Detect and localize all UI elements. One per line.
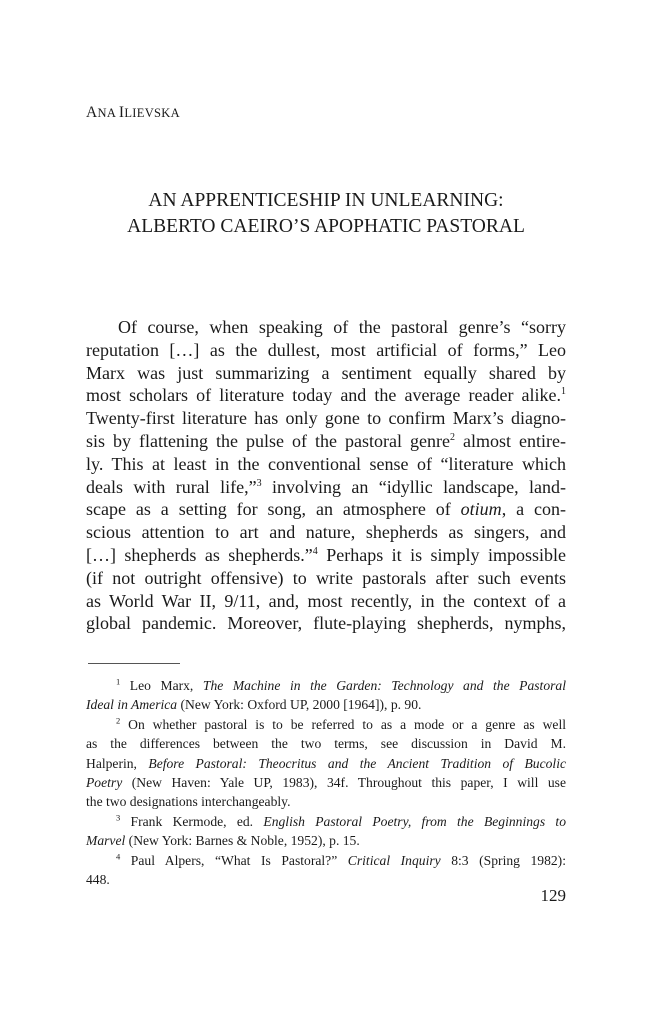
footnote-text: (New York: Barnes & Noble, 1952), p. 15. bbox=[125, 833, 360, 849]
body-text: […] shepherds as shepherds.” bbox=[86, 544, 313, 565]
footnote-text: (New York: Oxford UP, 2000 [1964]), p. 90. bbox=[177, 697, 422, 713]
body-text: involving an “idyllic landscape, land- bbox=[261, 476, 566, 497]
body-text: almost entire- bbox=[455, 430, 566, 451]
footnote-2-cont bbox=[86, 754, 566, 773]
body-line bbox=[86, 430, 566, 453]
body-text: deals with rural life,” bbox=[86, 476, 257, 497]
footnote-4 bbox=[86, 851, 566, 870]
footnote-title: The Machine in the Garden: Technology and the Pastoral bbox=[202, 678, 566, 693]
footnote-mark: 4 bbox=[116, 851, 121, 862]
footnote-separator bbox=[88, 663, 180, 664]
footnote-mark: 1 bbox=[116, 676, 121, 687]
author-initial: A bbox=[86, 104, 98, 121]
body-text: most scholars of literature today and the average reader alike. bbox=[86, 385, 561, 406]
footnote-title: Ideal in America bbox=[86, 697, 178, 713]
footnote-1-cont bbox=[86, 695, 566, 714]
footnote-title: Poetry bbox=[86, 775, 123, 791]
footnote-text: Halperin, bbox=[86, 755, 149, 771]
footnote-ref-2[interactable]: 2 bbox=[450, 431, 455, 443]
footnote-title: English Pastoral Poetry, from the Beginnings to bbox=[263, 813, 566, 829]
footnotes bbox=[86, 676, 566, 889]
running-header-author bbox=[86, 104, 180, 122]
page-number: 129 bbox=[540, 886, 566, 905]
title-line-2: ALBERTO CAEIRO’S APOPHATIC PASTORAL bbox=[127, 216, 525, 237]
footnote-3-cont bbox=[86, 831, 566, 850]
footnote-ref-1[interactable]: 1 bbox=[561, 386, 566, 398]
footnote-ref-4[interactable]: 4 bbox=[312, 545, 318, 557]
title-line-1: AN APPRENTICESHIP IN UNLEARNING: bbox=[148, 190, 504, 211]
footnote-mark: 2 bbox=[116, 715, 121, 726]
footnote-text: (New Haven: Yale UP, 1983), 34f. Throughout this paper, I will use bbox=[122, 775, 566, 791]
footnote-title: Critical Inquiry bbox=[347, 852, 441, 868]
footnote-text: Leo Marx, bbox=[120, 678, 203, 693]
footnote-text: Frank Kermode, ed. bbox=[120, 813, 264, 829]
body-line: scious attention to art and nature, shepherds as singers, and bbox=[86, 522, 566, 543]
body-line: ly. This at least in the conventional sense of “literature which bbox=[86, 453, 566, 474]
footnote-2-cont: the two designations interchangeably. bbox=[86, 794, 291, 810]
author-initial: I bbox=[118, 104, 125, 121]
footnote-text: 8:3 (Spring 1982): bbox=[440, 852, 566, 868]
body-line bbox=[86, 498, 566, 521]
body-line: as World War II, 9/11, and, most recently, in the context of a bbox=[86, 590, 566, 611]
article-title bbox=[86, 188, 566, 240]
author-name-part: NA bbox=[97, 106, 119, 120]
footnote-2-cont bbox=[86, 773, 566, 792]
footnote-2 bbox=[86, 715, 566, 734]
body-line bbox=[86, 544, 566, 567]
footnote-1 bbox=[86, 676, 566, 695]
footnote-mark: 3 bbox=[116, 812, 121, 823]
body-line: global pandemic. Moreover, flute-playing shepherds, nymphs, bbox=[86, 613, 566, 634]
body-text: sis by flattening the pulse of the pastoral genre bbox=[86, 430, 450, 451]
footnote-title: Before Pastoral: Theocritus and the Ancient Tradition of Bucolic bbox=[148, 755, 567, 771]
body-line: reputation […] as the dullest, most artificial of forms,” Leo bbox=[86, 339, 566, 360]
body-line: (if not outright offensive) to write pastorals after such events bbox=[86, 567, 566, 588]
body-line: Marx was just summarizing a sentiment equally shared by bbox=[86, 362, 566, 383]
author-name-part: LIEVSKA bbox=[124, 106, 180, 120]
body-line bbox=[86, 476, 566, 499]
body-line bbox=[86, 384, 566, 407]
footnote-4-cont: 448. bbox=[86, 872, 110, 888]
footnote-ref-3[interactable]: 3 bbox=[256, 477, 262, 489]
body-text: , a con- bbox=[501, 499, 566, 520]
footnote-text: On whether pastoral is to be referred to as a mode or a genre as well bbox=[120, 716, 566, 732]
body-line: Of course, when speaking of the pastoral genre’s “sorry bbox=[118, 317, 566, 337]
body-text: Perhaps it is simply impossible bbox=[317, 544, 567, 565]
footnote-text: Paul Alpers, “What Is Pastoral?” bbox=[120, 852, 348, 868]
body-paragraph bbox=[86, 316, 566, 635]
body-text: scape as a setting for song, an atmosphere of bbox=[86, 499, 461, 520]
body-line: Twenty-first literature has only gone to confirm Marx’s diagno- bbox=[86, 408, 566, 429]
footnote-title: Marvel bbox=[86, 833, 126, 849]
footnote-3 bbox=[86, 812, 566, 831]
emphasis-otium: otium bbox=[460, 499, 502, 520]
footnote-2-cont: as the differences between the two terms, see discussion in David M. bbox=[86, 736, 566, 752]
